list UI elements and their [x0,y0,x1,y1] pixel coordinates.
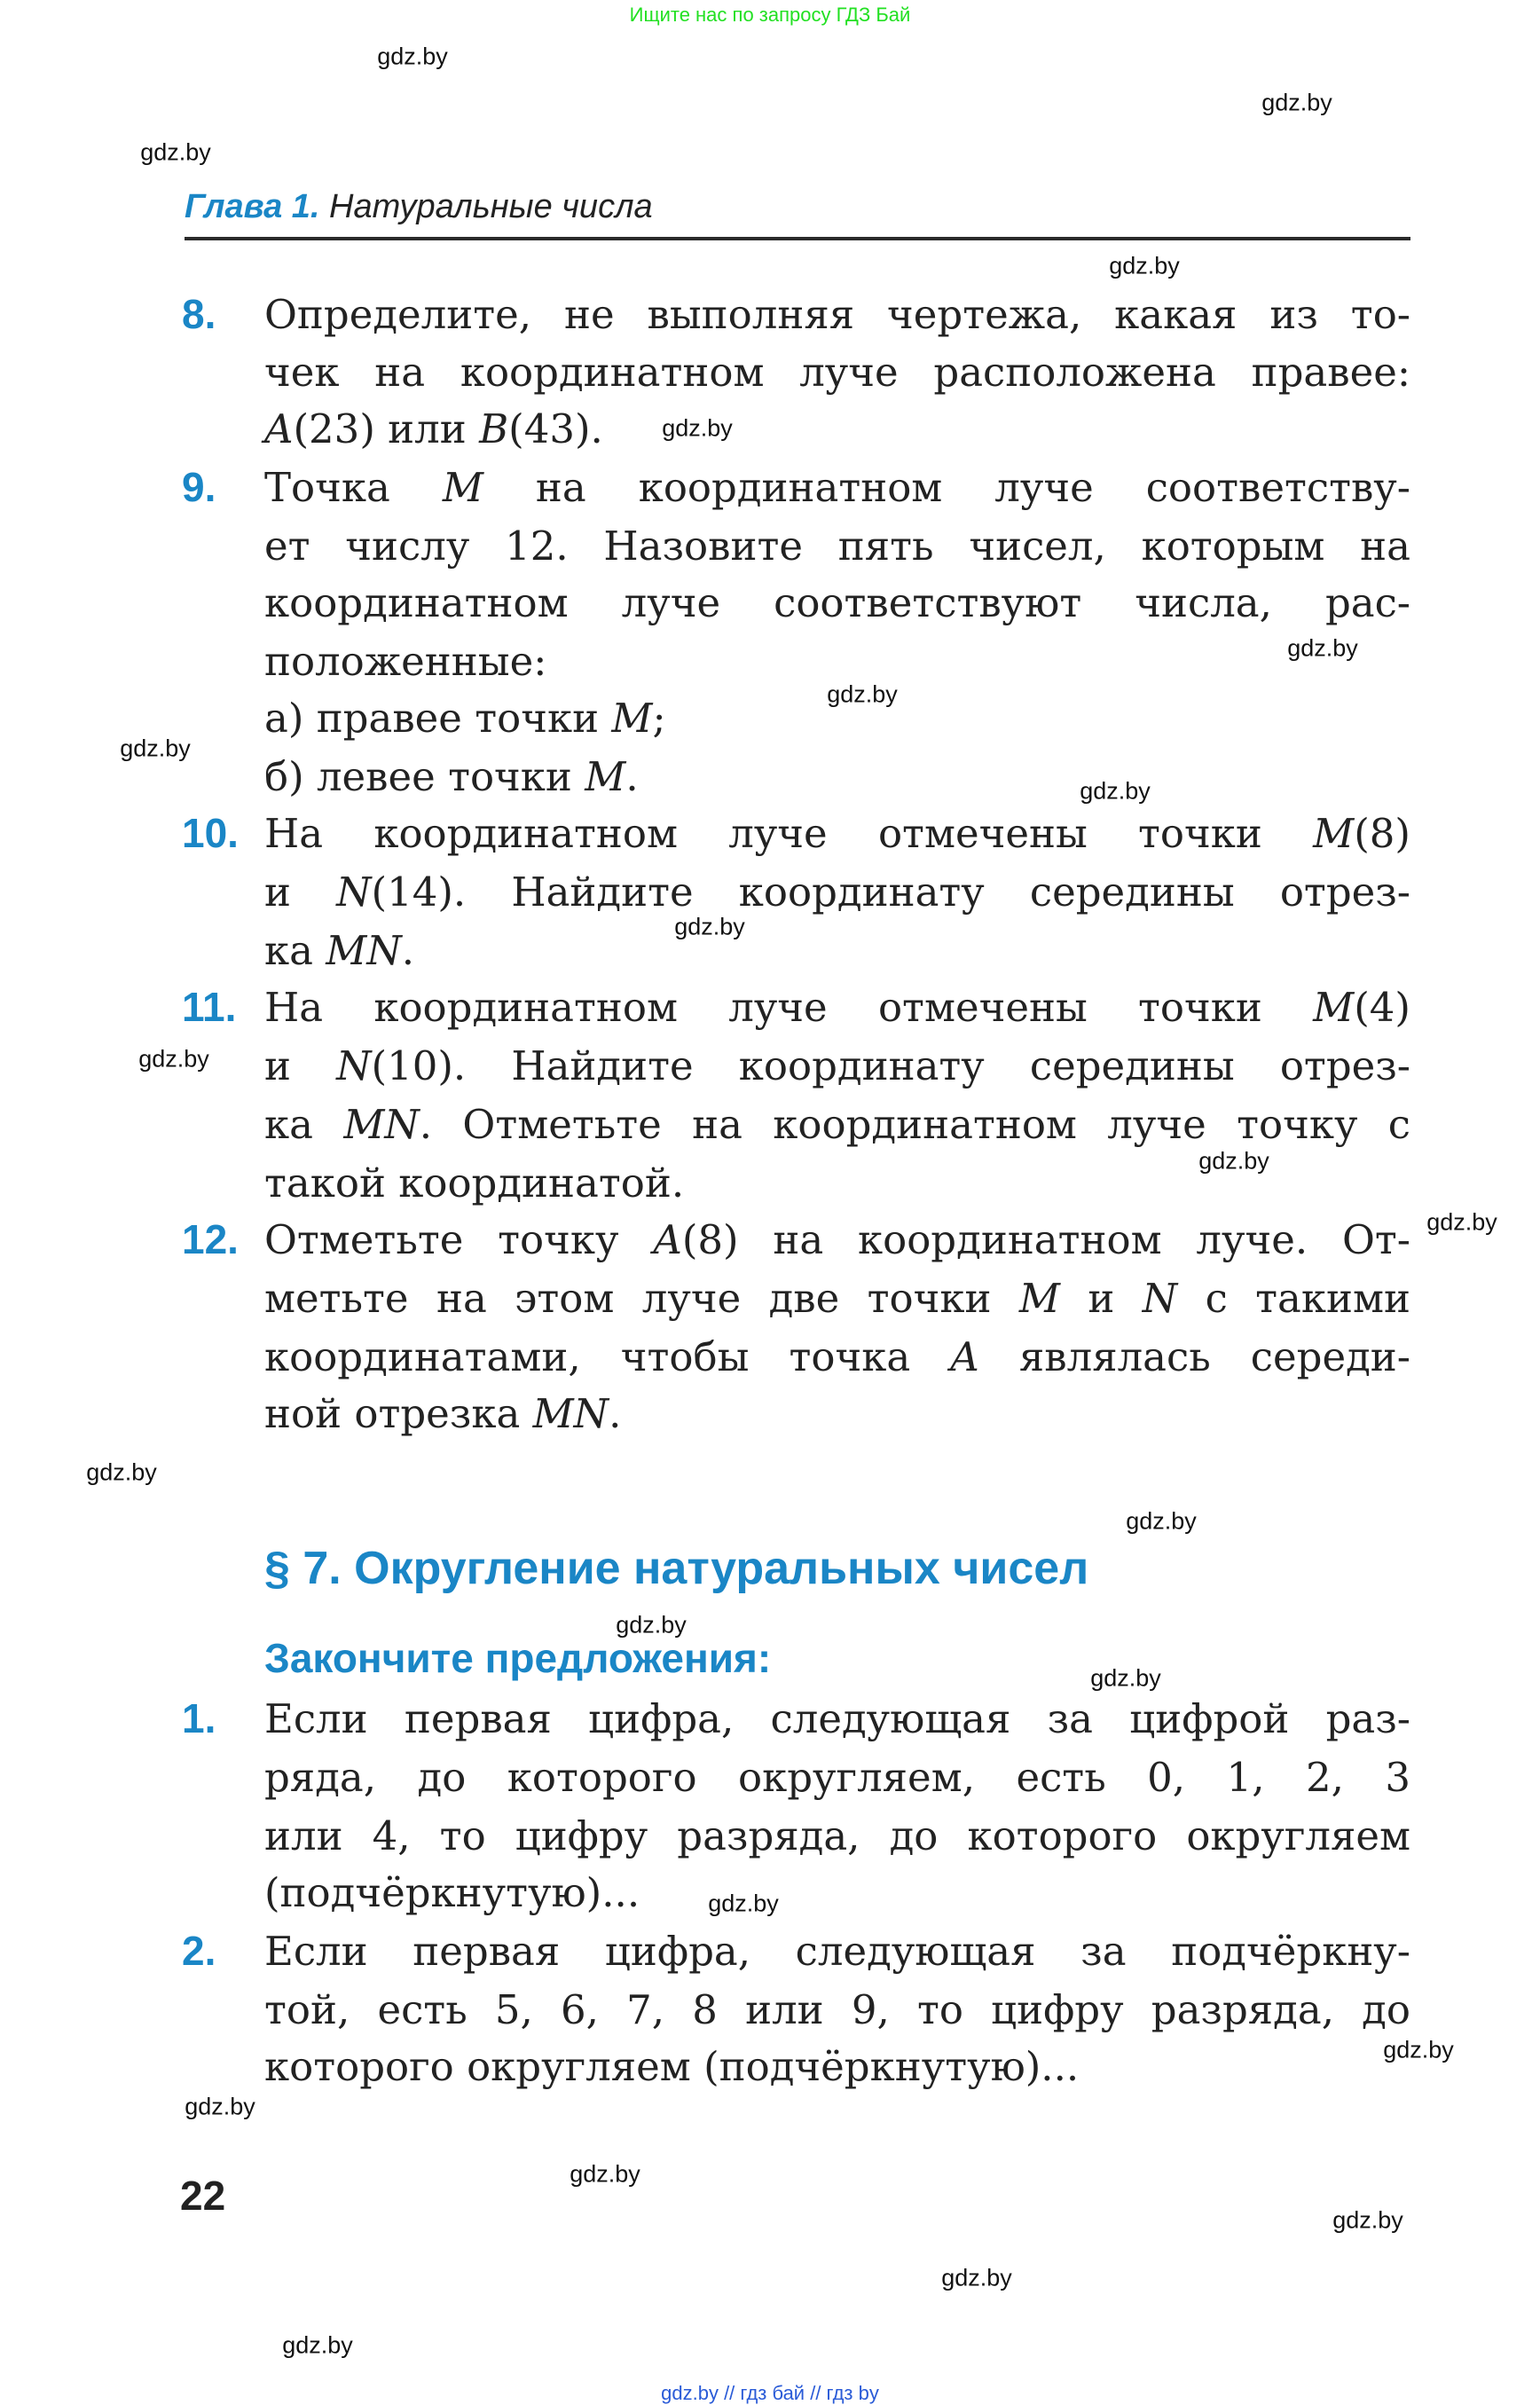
watermark: gdz.by [140,138,211,166]
watermark: gdz.by [1198,1147,1269,1175]
watermark: gdz.by [941,2264,1012,2291]
watermark: gdz.by [1109,252,1180,279]
watermark: gdz.by [1332,2206,1403,2234]
exercise-line: Точка M на координатном луче соответству- [264,464,1410,511]
exercise-line: ка MN. Отметьте на координатном луче точку с [264,1101,1410,1148]
exercise-line: На координатном луче отмечены точки M(8) [264,810,1410,857]
watermark: gdz.by [120,735,191,762]
section-subtitle: Закончите предложения: [264,1635,772,1681]
exercise-number: 9. [182,464,216,510]
exercise-line: чек на координатном луче расположена правее: [264,349,1410,396]
watermark: gdz.by [827,680,898,708]
exercise-line: и N(14). Найдите координату середины отрез- [264,868,1410,916]
exercise-line: Определите, не выполняя чертежа, какая из то- [264,291,1410,338]
exercise-line: координатами, чтобы точка A являлась середи- [264,1333,1410,1380]
exercise-number: 12. [182,1216,239,1262]
exercise-line: положенные: [264,638,547,685]
question-line: ряда, до которого округляем, есть 0, 1, 2, 3 [264,1754,1410,1801]
watermark: gdz.by [708,1890,779,1917]
exercise-subitem: а) правее точки M; [264,695,666,742]
watermark: gdz.by [1383,2036,1454,2063]
chapter-header [185,188,653,226]
footer-links[interactable]: gdz.by // гдз бай // гдз by [661,2382,879,2404]
section-title: § 7. Округление натуральных чисел [264,1543,1089,1594]
watermark: gdz.by [377,43,448,70]
watermark: gdz.by [1126,1507,1197,1535]
watermark: gdz.by [1080,777,1151,805]
watermark: gdz.by [1287,634,1358,662]
question-line: (подчёркнутую)... [264,1869,640,1916]
watermark: gdz.by [674,913,745,940]
question-line: Если первая цифра, следующая за цифрой раз- [264,1695,1410,1742]
watermark: gdz.by [1426,1208,1497,1236]
watermark: gdz.by [616,1611,687,1639]
exercise-line: Отметьте точку A(8) на координатном луче. От- [264,1216,1410,1263]
exercise-line: такой координатой. [264,1159,685,1206]
question-line: той, есть 5, 6, 7, 8 или 9, то цифру разряда, до [264,1986,1410,2033]
chapter-title: Натуральные числа [329,188,653,225]
exercise-line: На координатном луче отмечены точки M(4) [264,984,1410,1031]
exercise-number: 10. [182,810,239,856]
top-banner[interactable]: Ищите нас по запросу ГДЗ Бай [629,4,911,26]
watermark: gdz.by [185,2093,255,2120]
chapter-label: Глава 1. [185,188,320,225]
exercise-line: A(23) или B(43). [264,405,603,452]
watermark: gdz.by [138,1045,209,1073]
exercise-line: ной отрезка MN. [264,1390,622,1437]
question-line: которого округляем (подчёркнутую)... [264,2043,1080,2090]
exercise-line: ка MN. [264,927,415,974]
watermark: gdz.by [86,1458,157,1486]
exercise-subitem: б) левее точки M. [264,753,639,800]
watermark: gdz.by [282,2331,353,2359]
watermark: gdz.by [1090,1664,1161,1692]
exercise-line: и N(10). Найдите координату середины отрез- [264,1042,1410,1089]
exercise-line: метьте на этом луче две точки M и N с такими [264,1275,1411,1322]
watermark: gdz.by [662,414,733,442]
exercise-line: ет числу 12. Назовите пять чисел, которым на [264,523,1410,570]
question-number: 2. [182,1928,216,1974]
exercise-number: 8. [182,291,216,337]
page-number: 22 [180,2173,226,2219]
question-line: или 4, то цифру разряда, до которого округляем [264,1812,1410,1859]
watermark: gdz.by [1261,89,1332,116]
exercise-line: координатном луче соответствуют числа, рас- [264,579,1410,626]
question-number: 1. [182,1695,216,1741]
watermark: gdz.by [570,2160,640,2188]
question-line: Если первая цифра, следующая за подчёркну- [264,1928,1410,1975]
exercise-number: 11. [182,984,237,1030]
header-divider [185,237,1410,240]
